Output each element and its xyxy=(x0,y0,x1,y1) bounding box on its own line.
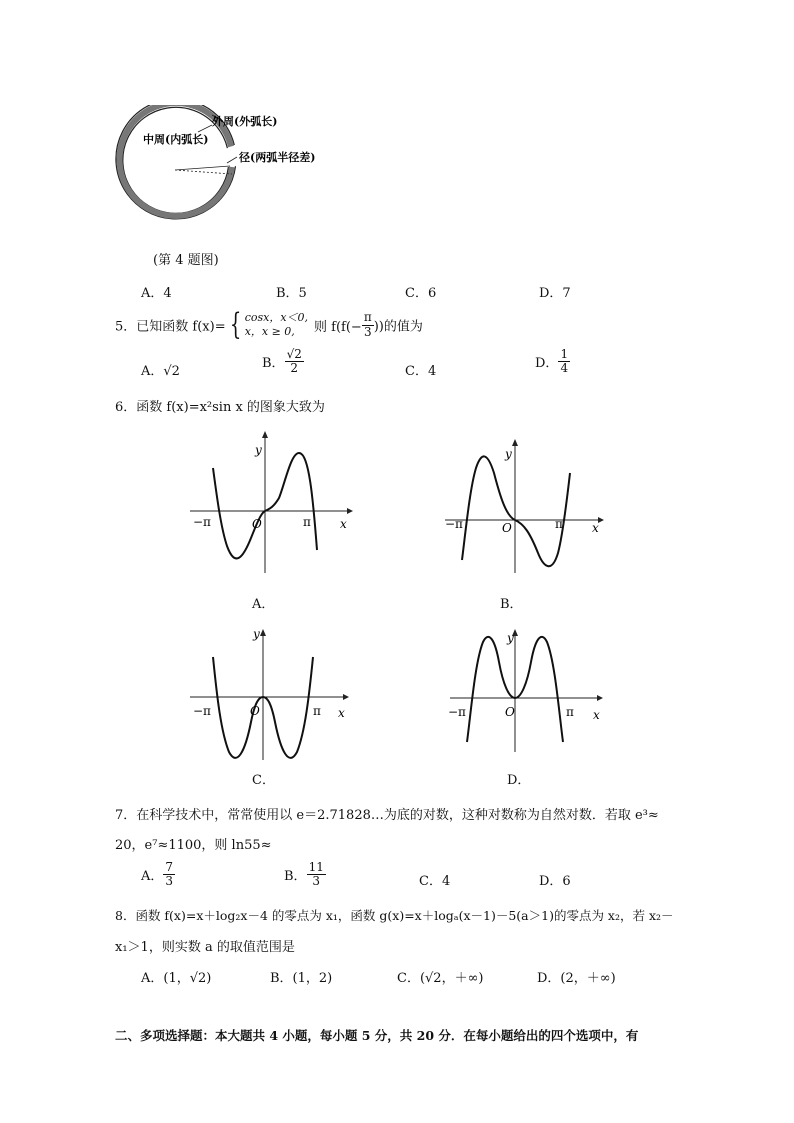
x-axis-arrow xyxy=(598,517,604,523)
radius-line-upper xyxy=(175,166,230,170)
neg-pi-label: −π xyxy=(193,704,211,718)
q5-d-den: 4 xyxy=(560,361,569,376)
neg-pi-label: −π xyxy=(445,517,463,531)
q5-b-frac xyxy=(285,348,304,375)
q7-b-frac xyxy=(307,861,326,888)
x-label: x xyxy=(338,706,345,720)
pi-label: π xyxy=(313,704,321,718)
q5-b-den: 2 xyxy=(290,361,299,376)
q5-pi: π xyxy=(363,310,372,325)
q7-line1: 7．在科学技术中，常常使用以 e＝2.71828…为底的对数，这种对数称为自然对数．若取 e³≈ xyxy=(115,808,659,823)
x-label: x xyxy=(340,517,347,531)
curve xyxy=(462,456,570,566)
q6-option-c: C． xyxy=(252,773,275,788)
section2-heading: 二、多项选择题：本大题共 4 小题，每小题 5 分，共 20 分．在每小题给出的四个选项中，有 xyxy=(115,1028,639,1043)
pi-label: π xyxy=(566,705,574,719)
x-label: x xyxy=(593,708,600,722)
y-label: y xyxy=(253,627,260,641)
q5-option-a xyxy=(141,360,180,379)
q7-option-c: C．4 xyxy=(419,874,451,889)
q8-line2: x₁＞1，则实数 a 的取值范围是 xyxy=(115,940,295,955)
y-axis-arrow xyxy=(260,629,266,636)
inner-label: 中周(内弧长) xyxy=(143,133,209,146)
q7-b-den: 3 xyxy=(312,874,321,889)
q4-option-a: A．4 xyxy=(141,286,172,301)
pi-label: π xyxy=(555,517,563,531)
q8-line1: 8．函数 f(x)=x＋log₂x－4 的零点为 x₁，函数 g(x)=x＋logₐ(x－1)－5(a＞1)的零点为 x₂，若 x₂－ xyxy=(115,908,674,923)
q5-suffix-a: 则 f(f(− xyxy=(314,319,362,335)
q6-graph-d xyxy=(445,622,620,762)
pi-label: π xyxy=(303,515,311,529)
q8-option-d: D．(2，＋∞) xyxy=(537,971,616,986)
origin-label: O xyxy=(505,705,515,719)
x-axis-arrow xyxy=(347,508,353,514)
neg-pi-label: −π xyxy=(448,705,466,719)
q4-option-c: C．6 xyxy=(405,286,437,301)
radius-line-lower xyxy=(175,170,232,174)
q5-case2: x，x ≥ 0, xyxy=(244,325,295,338)
q5-suffix-b: ))的值为 xyxy=(373,319,423,335)
q4-option-b: B．5 xyxy=(276,286,307,301)
q5-cases xyxy=(245,311,308,339)
q7-option-a xyxy=(141,861,175,888)
q4-ring-figure xyxy=(115,105,345,240)
x-axis-arrow xyxy=(597,695,603,701)
q5-brace: { xyxy=(229,307,241,342)
q5-option-c: C．4 xyxy=(405,364,437,379)
q5-b-letter: B． xyxy=(262,356,285,372)
outer-label: 外周(外弧长) xyxy=(212,115,278,128)
q7-b-num: 11 xyxy=(308,860,324,874)
y-axis-arrow xyxy=(262,431,268,438)
q5-stem xyxy=(115,307,423,342)
q7-a-den: 3 xyxy=(165,874,174,889)
q5-option-b xyxy=(262,348,304,375)
y-label: y xyxy=(255,443,262,457)
q5-a-letter: A． xyxy=(141,364,164,379)
q6-graph-a xyxy=(185,428,360,578)
q5-a-value: √2 xyxy=(163,364,180,379)
q5-option-d xyxy=(535,348,570,375)
q7-option-d: D．6 xyxy=(539,874,571,889)
y-label: y xyxy=(505,447,512,461)
origin-label: O xyxy=(252,517,262,531)
q5-case1: cosx，x＜0, xyxy=(244,311,309,325)
q7-b-letter: B． xyxy=(284,869,307,885)
neg-pi-label: −π xyxy=(193,515,211,529)
q5-prefix: 5．已知函数 f(x)= xyxy=(115,319,226,335)
q8-option-b: B．(1，2) xyxy=(270,971,333,986)
q5-three: 3 xyxy=(363,324,372,339)
q5-pi-over-3 xyxy=(362,311,374,338)
q6-stem: 6．函数 f(x)=x²sin x 的图象大致为 xyxy=(115,400,325,415)
q5-d-num: 1 xyxy=(560,347,569,361)
q6-graph-b xyxy=(440,428,615,578)
origin-label: O xyxy=(502,521,512,535)
y-axis-arrow xyxy=(512,439,518,446)
q8-option-c: C．(√2，＋∞) xyxy=(397,971,484,986)
q6-graph-c xyxy=(185,622,360,762)
q7-line2: 20，e⁷≈1100，则 ln55≈ xyxy=(115,838,272,853)
q7-a-frac xyxy=(163,861,175,888)
q4-caption: (第 4 题图) xyxy=(153,253,219,268)
q5-d-frac xyxy=(558,348,570,375)
diameter-leader xyxy=(227,157,237,163)
q6-option-b: B． xyxy=(500,597,523,612)
q6-option-d: D． xyxy=(507,773,531,788)
inner-leader xyxy=(198,125,212,132)
q6-option-a: A． xyxy=(252,597,275,612)
y-label: y xyxy=(507,631,514,645)
diameter-label: 径(两弧半径差) xyxy=(239,151,316,164)
q7-a-letter: A． xyxy=(141,869,164,885)
q7-a-num: 7 xyxy=(165,860,174,874)
x-label: x xyxy=(592,521,599,535)
q8-option-a: A．(1，√2) xyxy=(141,971,212,986)
q5-b-num: √2 xyxy=(286,347,302,361)
q5-d-letter: D． xyxy=(535,356,559,372)
origin-label: O xyxy=(250,704,260,718)
q7-option-b xyxy=(284,861,326,888)
q4-option-d: D．7 xyxy=(539,286,571,301)
x-axis-arrow xyxy=(343,694,349,700)
